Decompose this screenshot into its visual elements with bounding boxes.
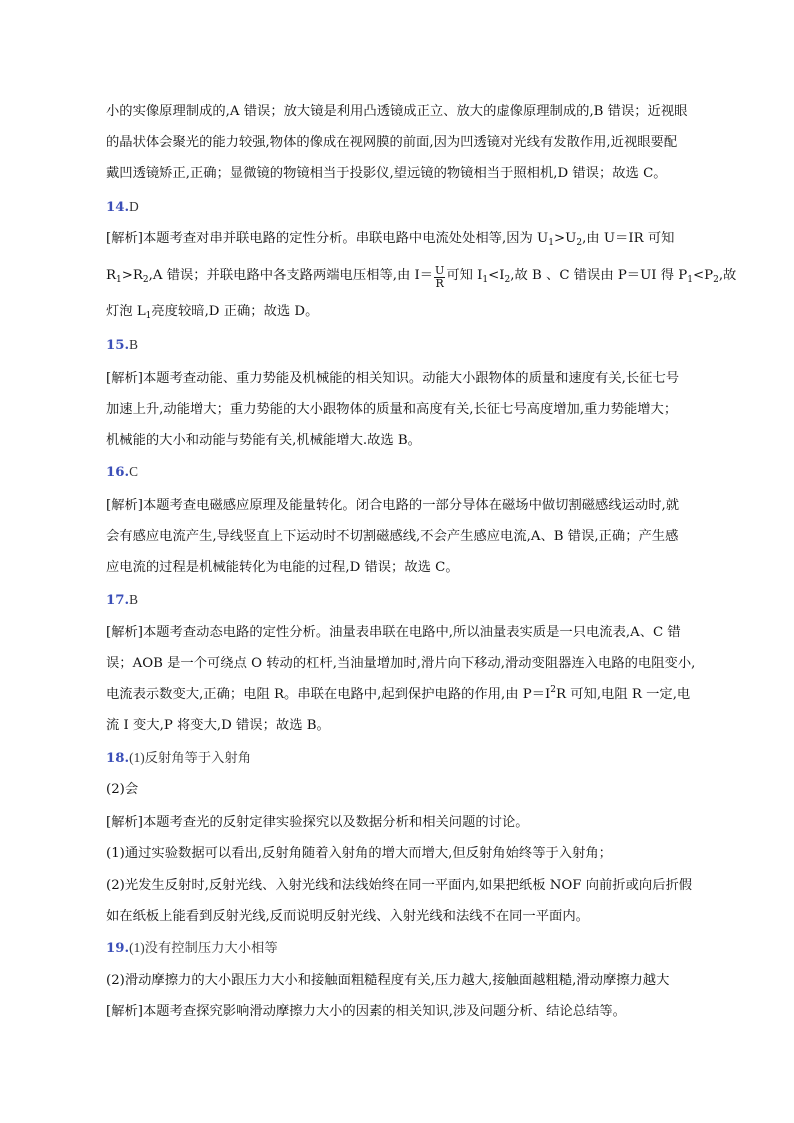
text-line bbox=[106, 685, 706, 705]
subscript: 1 bbox=[687, 275, 693, 285]
subscript: 1 bbox=[145, 311, 152, 321]
text-line: 流 I 变大,P 将变大,D 错误；故选 B。 bbox=[106, 718, 330, 733]
question-17-heading bbox=[106, 590, 706, 611]
question-15-heading bbox=[106, 335, 706, 356]
text-line: (2)滑动摩擦力的大小跟压力大小和接触面粗糙程度有关,压力越大,接触面越粗糙,滑动摩擦力越大 bbox=[106, 973, 670, 988]
text-line: 如在纸板上能看到反射光线,反而说明反射光线、入射光线和法线不在同一平面内。 bbox=[106, 909, 589, 924]
text-segment: [解析]本题考查对串并联电路的定性分析。串联电路中电流处处相等,因为 U bbox=[106, 231, 549, 246]
subscript: 2 bbox=[713, 275, 719, 285]
subscript: 2 bbox=[504, 275, 511, 285]
text-segment: R bbox=[106, 268, 117, 283]
text-line: [解析]本题考查动能、重力势能及机械能的相关知识。动能大小跟物体的质量和速度有关,长征七号 bbox=[106, 371, 680, 386]
question-19-heading bbox=[106, 938, 706, 959]
text-segment: <I bbox=[488, 268, 505, 283]
question-number: 14. bbox=[106, 200, 130, 215]
text-line: [解析]本题考查探究影响滑动摩擦力大小的因素的相关知识,涉及问题分析、结论总结等。 bbox=[106, 1004, 626, 1019]
question-number: 15. bbox=[106, 338, 130, 353]
subscript: 2 bbox=[576, 238, 583, 248]
text-line: 加速上升,动能增大；重力势能的大小跟物体的质量和高度有关,长征七号高度增加,重力势能增大； bbox=[106, 402, 678, 417]
question-number: 18. bbox=[106, 751, 130, 766]
text-line: (2)会 bbox=[106, 782, 139, 797]
text-line: (2)光发生反射时,反射光线、入射光线和法线始终在同一平面内,如果把纸板 NOF 向前折或向后折假 bbox=[106, 878, 693, 893]
text-segment: >U bbox=[553, 231, 577, 246]
subscript: 1 bbox=[548, 238, 554, 248]
subscript: 1 bbox=[482, 275, 489, 285]
text-line: 应电流的过程是机械能转化为电能的过程,D 错误；故选 C。 bbox=[106, 560, 459, 575]
text-segment: 灯泡 L bbox=[106, 304, 146, 319]
answer-text: (1)反射角等于入射角 bbox=[129, 750, 252, 765]
question-16-heading bbox=[106, 462, 706, 483]
fraction-numerator: U bbox=[435, 264, 445, 277]
text-segment: ,故 bbox=[718, 268, 737, 283]
answer-choice: B bbox=[129, 592, 139, 607]
fraction-denominator: R bbox=[435, 277, 444, 290]
text-line: 小的实像原理制成的,A 错误；放大镜是利用凸透镜成正立、放大的虚像原理制成的,B 错误；近视眼 bbox=[106, 104, 688, 119]
subscript: 2 bbox=[142, 275, 149, 285]
question-number: 16. bbox=[106, 465, 130, 480]
question-14-heading bbox=[106, 197, 706, 218]
text-line: (1)通过实验数据可以看出,反射角随着入射角的增大而增大,但反射角始终等于入射角； bbox=[106, 846, 612, 861]
text-line bbox=[106, 302, 706, 322]
text-line: 机械能的大小和动能与势能有关,机械能增大.故选 B。 bbox=[106, 433, 421, 448]
text-line bbox=[106, 264, 737, 290]
text-line: 会有感应电流产生,导线竖直上下运动时不切割磁感线,不会产生感应电流,A、B 错误,正确；产生感 bbox=[106, 529, 679, 544]
text-segment: >R bbox=[121, 268, 143, 283]
text-segment: 亮度较暗,D 正确；故选 D。 bbox=[151, 304, 319, 319]
text-segment: ,由 U＝IR 可知 bbox=[582, 231, 675, 246]
fraction bbox=[434, 265, 445, 290]
text-line: [解析]本题考查电磁感应原理及能量转化。闭合电路的一部分导体在磁场中做切割磁感线运动时,就 bbox=[106, 498, 680, 513]
answer-text: (1)没有控制压力大小相等 bbox=[129, 940, 278, 955]
text-line: [解析]本题考查动态电路的定性分析。油量表串联在电路中,所以油量表实质是一只电流表,A、C 错 bbox=[106, 625, 681, 640]
superscript: 2 bbox=[550, 685, 556, 695]
text-line: 戴凹透镜矫正,正确；显微镜的物镜相当于投影仪,望远镜的物镜相当于照相机,D 错误；故选 C。 bbox=[106, 166, 667, 181]
text-segment: 电流表示数变大,正确；电阻 R。串联在电路中,起到保护电路的作用,由 P＝I bbox=[106, 687, 551, 702]
question-number: 17. bbox=[106, 593, 130, 608]
text-line: 误；AOB 是一个可绕点 O 转动的杠杆,当油量增加时,滑片向下移动,滑动变阻器连入电路的电阻变小, bbox=[106, 656, 696, 671]
text-line: 的晶状体会聚光的能力较强,物体的像成在视网膜的前面,因为凹透镜对光线有发散作用,近视眼要配 bbox=[106, 135, 678, 150]
question-number: 19. bbox=[106, 941, 130, 956]
text-segment: ,故 B 、C 错误由 P＝UI 得 P bbox=[510, 268, 688, 283]
answer-choice: C bbox=[129, 464, 139, 479]
answer-choice: D bbox=[129, 199, 139, 214]
subscript: 1 bbox=[116, 275, 122, 285]
text-segment: R 可知,电阻 R 一定,电 bbox=[555, 687, 691, 702]
text-line: [解析]本题考查光的反射定律实验探究以及数据分析和相关问题的讨论。 bbox=[106, 815, 529, 830]
text-segment: 可知 I bbox=[446, 268, 483, 283]
question-18-heading bbox=[106, 748, 706, 769]
text-segment: <P bbox=[692, 268, 714, 283]
text-segment: ,A 错误；并联电路中各支路两端电压相等,由 I＝ bbox=[148, 268, 434, 283]
text-line bbox=[106, 229, 706, 249]
answer-choice: B bbox=[129, 337, 139, 352]
